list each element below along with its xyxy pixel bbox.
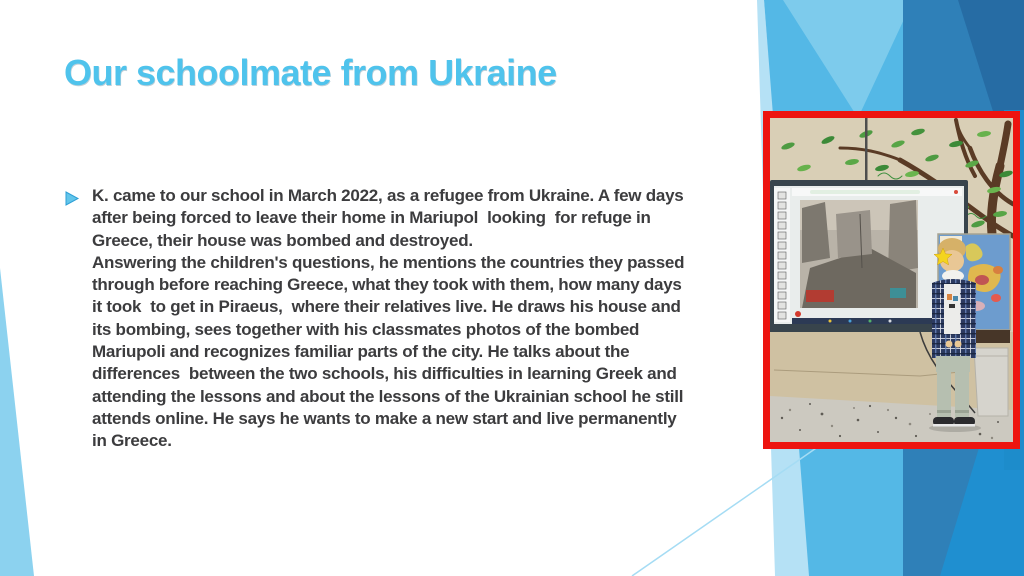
body-text-block xyxy=(92,185,764,453)
page-title: Our schoolmate from Ukraine xyxy=(64,52,557,93)
body-text-line: K. came to our school in March 2022, as a refugee from Ukraine. A few days xyxy=(92,186,684,205)
red-vehicle xyxy=(806,290,834,302)
waste-bin xyxy=(974,348,1008,416)
classroom-photo xyxy=(763,111,1020,449)
decor-left-wedge xyxy=(0,268,34,576)
body-text-line: it took to get in Piraeus, where their relatives live. He draws his house and xyxy=(92,297,681,317)
classroom-photo-scene xyxy=(770,118,1013,442)
ruins-photo xyxy=(800,200,918,308)
body-text-line: attends online. He says he wants to make a new start and live permanently xyxy=(92,408,677,428)
body-text-line: through before reaching Greece, what they took with them, how many days xyxy=(92,275,682,295)
triangle-right-icon xyxy=(65,191,80,206)
student-tshirt xyxy=(944,284,960,334)
body-text-line: differences between the two schools, his difficulties in learning Greek and xyxy=(92,364,677,384)
body-text-line: Greece, their house was bombed and destroyed. xyxy=(92,230,473,250)
body-text-line: its bombing, sees together with his classmates photos of the bombed xyxy=(92,319,640,339)
student-pants xyxy=(936,356,970,372)
body-text-line: after being forced to leave their home in Mariupol looking for refuge in xyxy=(92,208,651,228)
body-text-line: Mariupoli and recognizes familiar parts of the city. He talks about the xyxy=(92,342,630,362)
body-text-line: attending the lessons and about the lessons of the Ukrainian school he still xyxy=(92,386,684,406)
body-text-line: in Greece. xyxy=(92,431,172,451)
body-text-line: Answering the children's questions, he mentions the countries they passed xyxy=(92,252,685,272)
wall-divider-pole xyxy=(865,118,868,182)
